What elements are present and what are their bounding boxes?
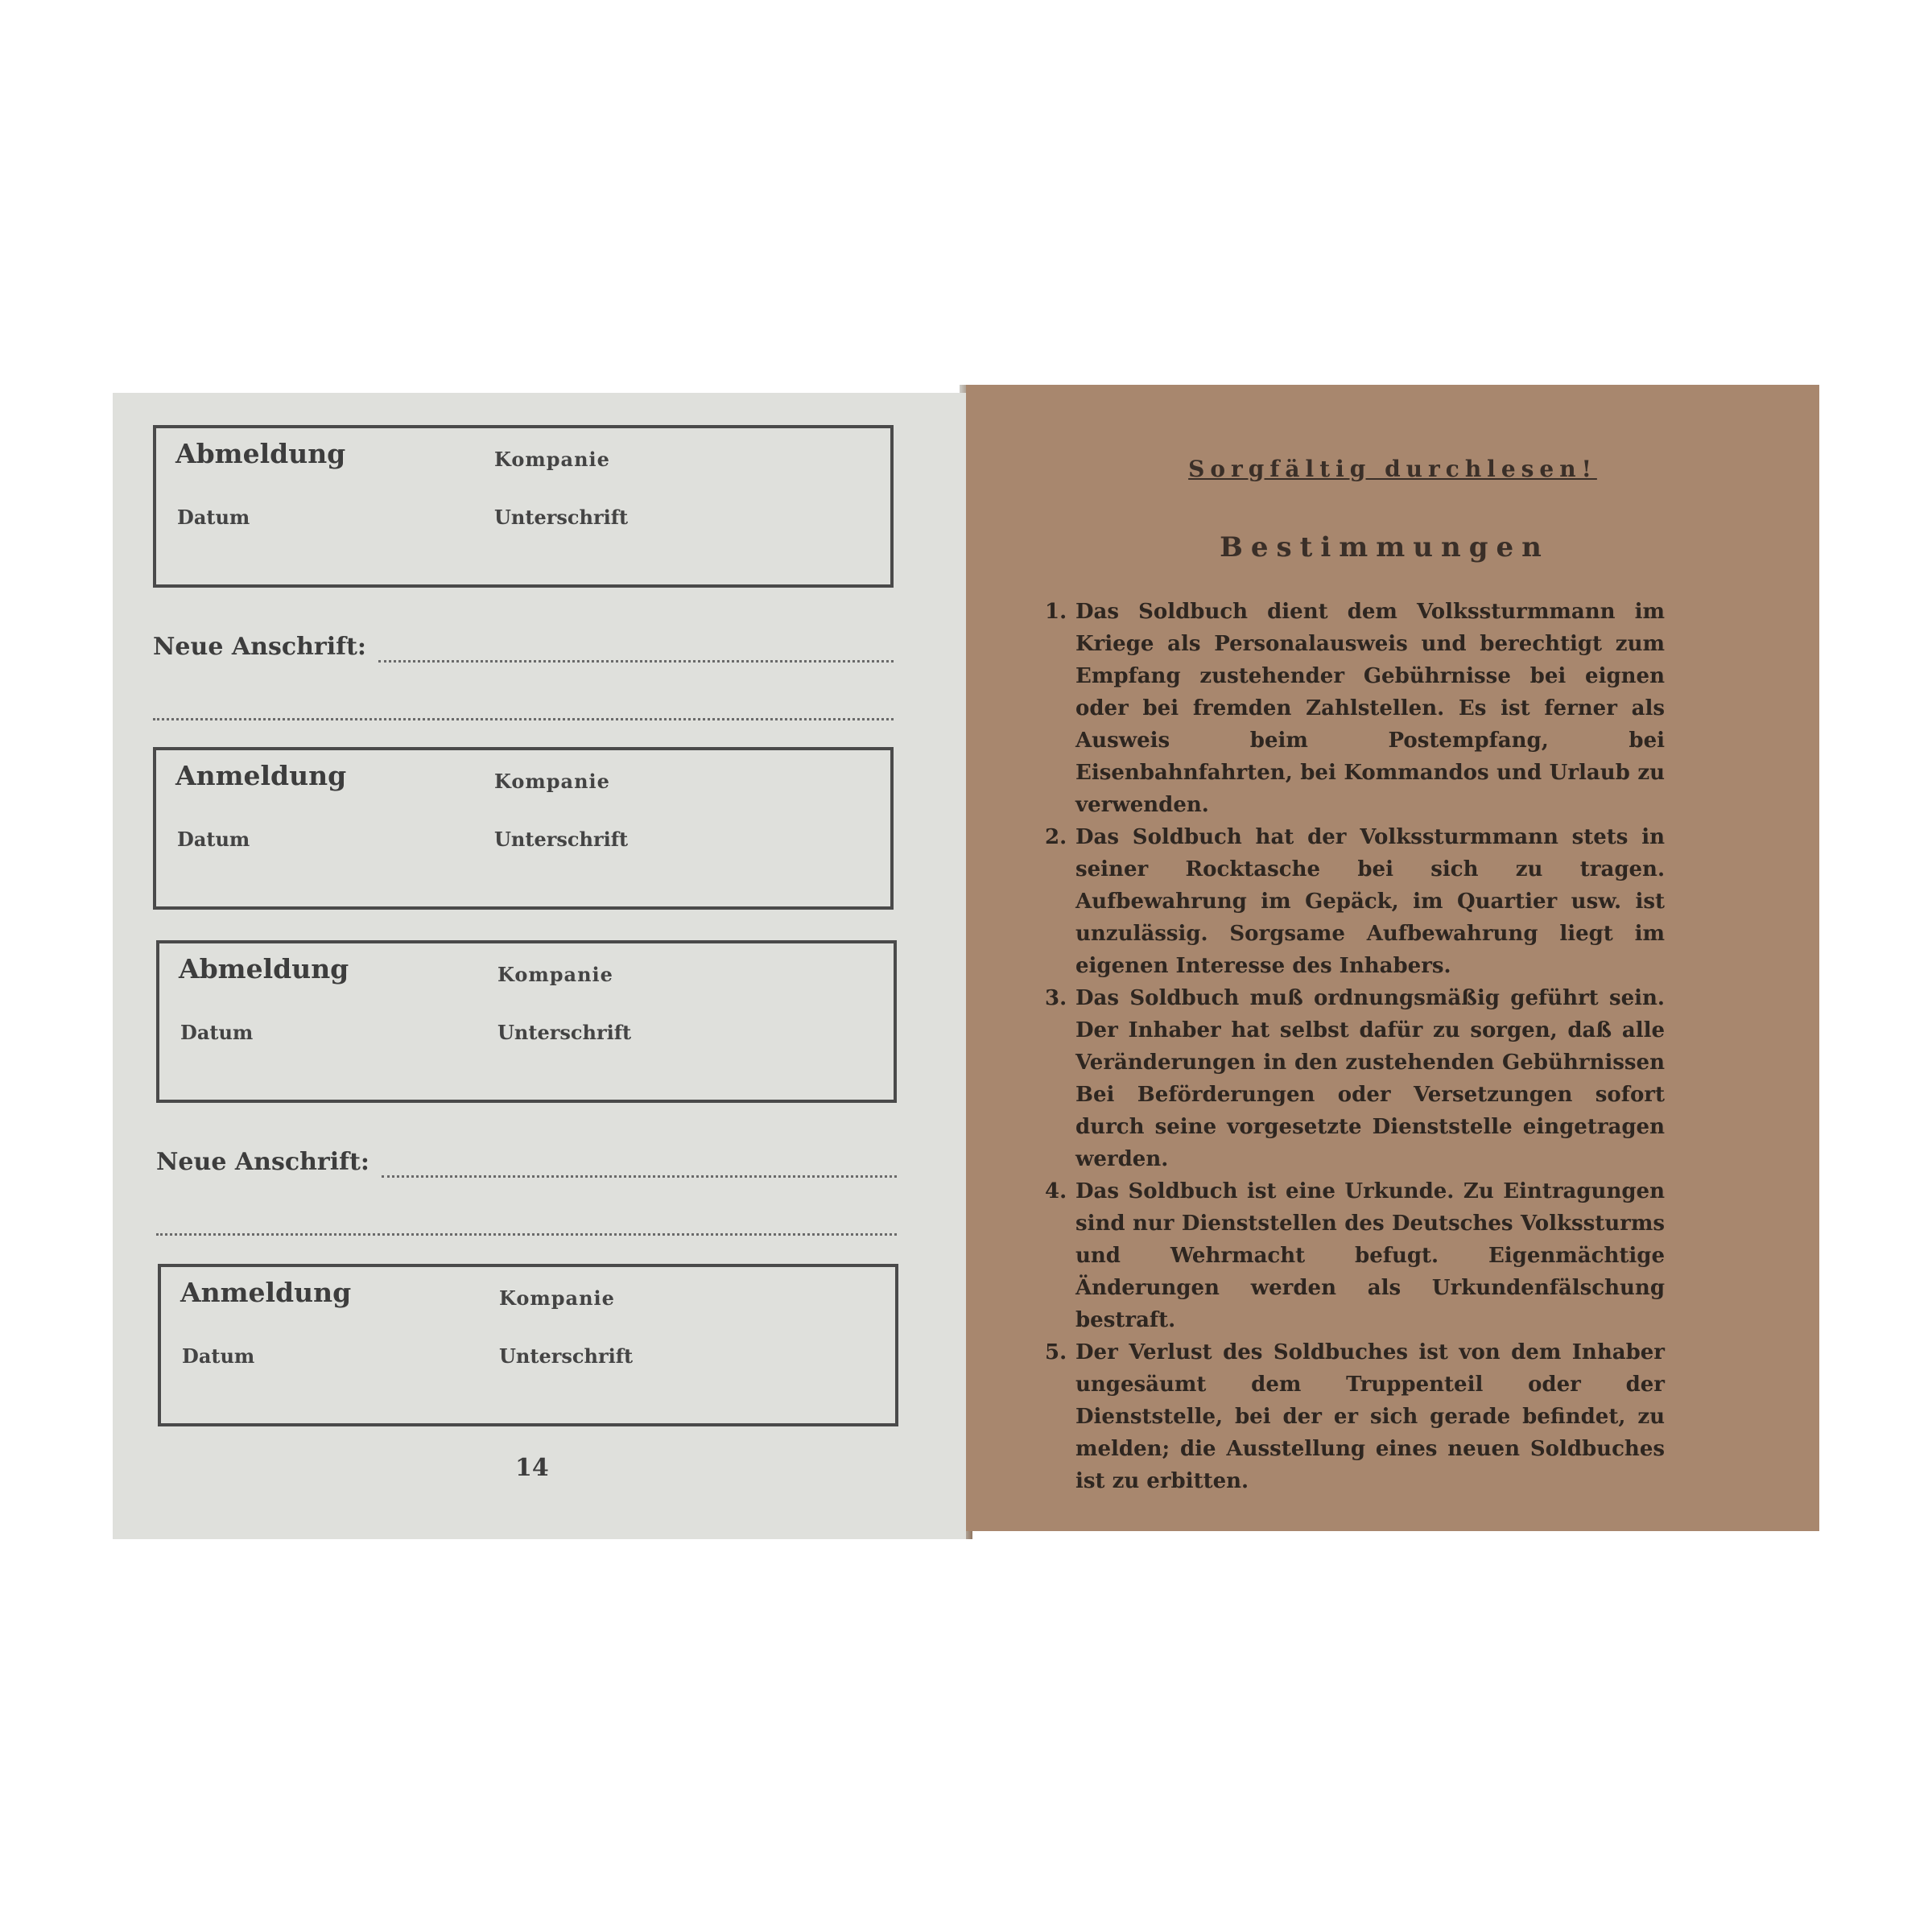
rule-text: Der Verlust des Soldbuches ist von dem Inhaber ungesäumt dem Truppenteil oder der Dienststelle, bei der er sich gerade befindet, zu melden; die Ausstellung eines neuen Soldbuches ist zu erbitten. — [1075, 1340, 1665, 1493]
neue-anschrift-label: Neue Anschrift: — [153, 633, 366, 661]
box-title: Anmeldung — [175, 760, 347, 791]
rules-list — [1045, 596, 1665, 1497]
anmeldung-box-2 — [158, 1264, 898, 1426]
box-title: Abmeldung — [179, 953, 349, 985]
address-line[interactable] — [156, 1233, 897, 1236]
right-page — [966, 385, 1819, 1531]
datum-label: Datum — [180, 1021, 254, 1044]
neue-anschrift-2 — [156, 1148, 929, 1261]
left-page — [113, 393, 966, 1539]
rule-number: 1. — [1045, 600, 1067, 624]
address-line[interactable] — [378, 660, 894, 663]
rule-text: Das Soldbuch muß ordnungsmäßig geführt sein. Der Inhaber hat selbst dafür zu sorgen, daß alle Veränderungen in den zustehenden Gebührnissen Bei Beförderungen oder Versetzungen sofort durch seine vorgesetzte Dienststelle eingetragen werden. — [1075, 986, 1665, 1171]
rule-text: Das Soldbuch dient dem Volkssturmmann im Kriege als Personalausweis und berechtigt zum Empfang zustehender Gebührnisse bei eignen oder bei fremden Zahlstellen. Es ist ferner als Ausweis beim Postempfang, bei Eisenbahnfahrten, bei Kommandos und Urlaub zu verwenden. — [1075, 600, 1665, 817]
address-line[interactable] — [153, 718, 894, 720]
rule-number: 5. — [1045, 1340, 1067, 1364]
rule-item — [1045, 821, 1665, 982]
rule-number: 3. — [1045, 986, 1067, 1010]
unterschrift-label: Unterschrift — [497, 1021, 632, 1044]
anmeldung-box-1 — [153, 747, 894, 910]
neue-anschrift-label: Neue Anschrift: — [156, 1148, 369, 1176]
abmeldung-box-1 — [153, 425, 894, 588]
rule-text: Das Soldbuch ist eine Urkunde. Zu Eintragungen sind nur Dienststellen des Deutsches Volkssturms und Wehrmacht befugt. Eigenmächtige Änderungen werden als Urkundenfälschung bestraft. — [1075, 1179, 1665, 1332]
kompanie-label: Kompanie — [494, 448, 610, 471]
datum-label: Datum — [177, 506, 250, 529]
kompanie-label: Kompanie — [497, 963, 613, 986]
unterschrift-label: Unterschrift — [494, 828, 629, 851]
rule-number: 4. — [1045, 1179, 1067, 1203]
rule-item — [1045, 1175, 1665, 1336]
unterschrift-label: Unterschrift — [494, 506, 629, 529]
abmeldung-box-2 — [156, 940, 897, 1103]
rule-number: 2. — [1045, 825, 1067, 849]
heading-sorgfaeltig: Sorgfältig durchlesen! — [1188, 456, 1597, 482]
address-line[interactable] — [382, 1175, 897, 1178]
kompanie-label: Kompanie — [499, 1286, 615, 1310]
rule-item — [1045, 982, 1665, 1175]
kompanie-label: Kompanie — [494, 770, 610, 793]
rule-text: Das Soldbuch hat der Volkssturmmann stets in seiner Rocktasche bei sich zu tragen. Aufbewahrung im Gepäck, im Quartier usw. ist unzulässig. Sorgsame Aufbewahrung liegt im eigenen Interesse des Inhabers. — [1075, 825, 1665, 978]
datum-label: Datum — [177, 828, 250, 851]
rule-item — [1045, 596, 1665, 821]
datum-label: Datum — [182, 1344, 255, 1368]
heading-bestimmungen: Bestimmungen — [1220, 531, 1550, 564]
box-title: Abmeldung — [175, 438, 346, 469]
page-number: 14 — [515, 1454, 549, 1482]
box-title: Anmeldung — [180, 1277, 352, 1308]
rule-item — [1045, 1336, 1665, 1497]
unterschrift-label: Unterschrift — [499, 1344, 634, 1368]
neue-anschrift-1 — [153, 633, 926, 745]
